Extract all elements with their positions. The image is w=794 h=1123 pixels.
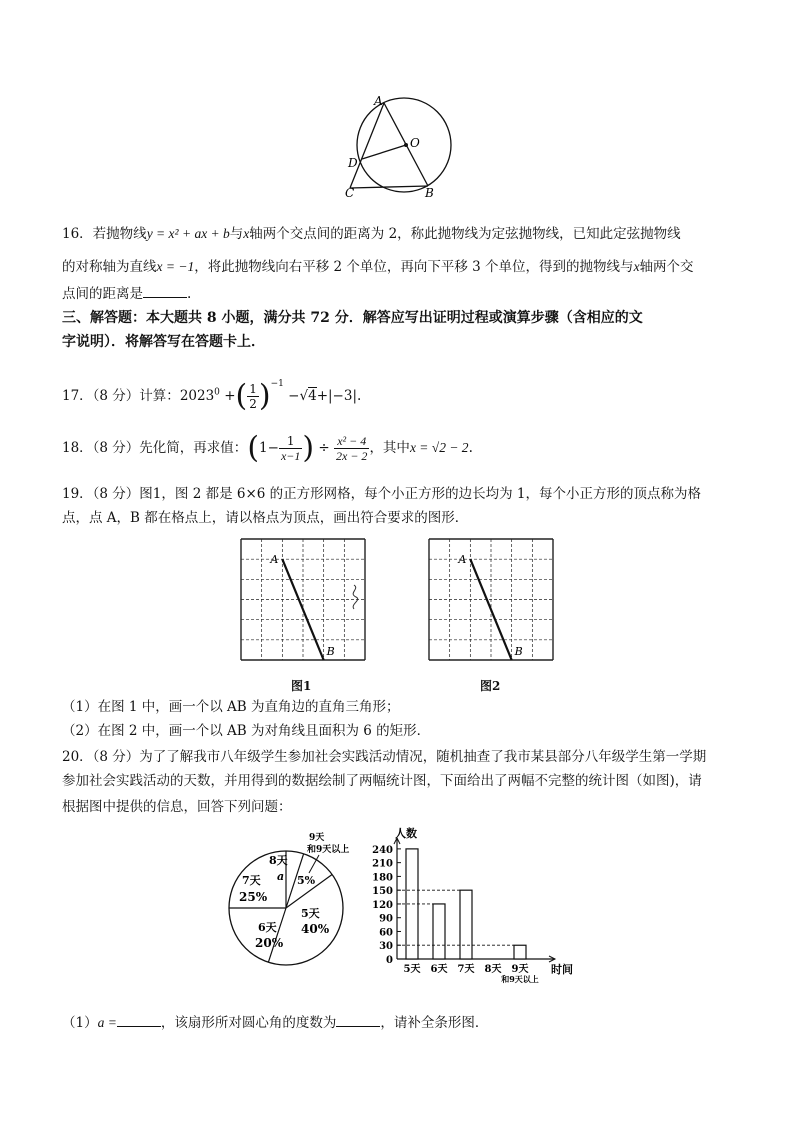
bar-chart — [355, 826, 590, 986]
q20-part1: （1）a = ，该扇形所对圆心角的度数为 ，请补全条形图． — [62, 1012, 488, 1033]
pie-slice-label: 5天 — [301, 907, 320, 920]
section3-line2: 字说明）．将解答写在答题卡上． — [62, 334, 265, 350]
pie-outside-label: 和9天以上 — [307, 845, 350, 855]
blank-a[interactable] — [117, 1012, 161, 1027]
label-b: B — [425, 186, 434, 200]
q16-line3: 点间的距离是 . — [62, 283, 191, 304]
point-a-label: A — [458, 553, 467, 567]
x-tick-label-2: 和9天以上 — [501, 974, 539, 984]
x-tick-label: 5天 — [403, 964, 421, 975]
grid-figure-2 — [426, 536, 556, 663]
answer-blank[interactable] — [143, 283, 187, 298]
y-tick-label: 180 — [372, 872, 393, 884]
q19-line2: 点，点 A，B 都在格点上，请以格点为顶点，画出符合要求的图形． — [62, 510, 469, 526]
fig2-caption: 图2 — [480, 679, 501, 693]
bar — [460, 890, 472, 959]
y-tick-label: 90 — [379, 913, 393, 925]
x-tick-label: 8天 — [484, 964, 502, 975]
pie-slice-value: 40% — [301, 922, 330, 936]
pie-slice-value: a — [277, 870, 285, 883]
q19-part1: （1）在图 1 中，画一个以 AB 为直角边的直角三角形； — [62, 699, 400, 715]
pie-chart — [215, 828, 355, 973]
bar — [433, 904, 445, 959]
q16-line2: 的对称轴为直线x = −1，将此抛物线向右平移 2 个单位，再向下平移 3 个单位，得到的抛物线与x轴两个交 — [62, 259, 694, 275]
y-tick-label: 0 — [386, 955, 393, 966]
label-a: A — [374, 95, 383, 108]
blank-angle[interactable] — [336, 1012, 380, 1027]
x-tick-label: 6天 — [430, 964, 448, 975]
pie-slice-label: 6天 — [258, 921, 277, 934]
q19-part2: （2）在图 2 中，画一个以 AB 为对角线且面积为 6 的矩形． — [62, 723, 431, 739]
x-tick-label: 9天 — [511, 964, 529, 975]
label-c: C — [345, 186, 355, 200]
pie-slice-value: 20% — [255, 936, 284, 950]
point-b-label: B — [326, 645, 335, 658]
y-tick-label: 30 — [379, 941, 393, 953]
pie-slice-label: 8天 — [269, 854, 288, 867]
pie-outside-label: 9天 — [309, 833, 325, 843]
y-tick-label: 240 — [372, 844, 393, 856]
q20-line1: 20．（8 分）为了了解我市八年级学生参加社会实践活动情况，随机抽查了我市某县部分八年级学生第一学期 — [62, 749, 707, 765]
y-tick-label: 210 — [372, 858, 393, 870]
sqrt-icon: √ — [299, 388, 309, 404]
y-tick-label: 120 — [372, 899, 393, 911]
q18: 18．（8 分）先化简，再求值：(1− $\frac{1}{x-1}$ ) ÷ $\frac{\text{x² − 4}}{2x - 2}$ ，其中x = √2 − 2. — [62, 430, 473, 466]
point-b-label: B — [514, 645, 523, 658]
q16-line1: 16．若抛物线y = x² + ax + b与x轴两个交点间的距离为 2，称此抛物线为定弦抛物线，已知此定弦抛物线 — [62, 226, 681, 242]
circle-figure — [340, 95, 465, 200]
pie-slice-label: 7天 — [242, 874, 261, 887]
q19-line1: 19．（8 分）图1，图 2 都是 6×6 的正方形网格，每个小正方形的边长均为 1，每个小正方形的顶点称为格 — [62, 486, 702, 502]
pie-slice-value: 5% — [297, 874, 316, 887]
section3-line1: 三、解答题：本大题共 8 小题，满分共 72 分．解答应写出证明过程或演算步骤（含相应的文 — [62, 310, 643, 326]
point-a-label: A — [270, 553, 279, 567]
y-tick-label: 150 — [372, 886, 393, 898]
x-tick-label: 7天 — [457, 964, 475, 975]
label-d: D — [348, 156, 358, 170]
y-tick-label: 60 — [379, 927, 393, 939]
q20-line3: 根据图中提供的信息，回答下列问题： — [62, 799, 292, 815]
q20-line2: 参加社会实践活动的天数，并用得到的数据绘制了两幅统计图，下面给出了两幅不完整的统计图（如图)，请 — [62, 773, 702, 789]
scribble-mark — [344, 583, 364, 613]
fraction: $\frac{1}{2}$ — [249, 382, 257, 411]
pie-slice-value: 25% — [239, 890, 268, 904]
q17: 17．（8 分）计算：2023$^0$ +( $\frac{1}{2}$ )$^{-1}$ −√4+|−3|. — [62, 378, 362, 414]
x-axis-label: 时间 — [551, 963, 573, 976]
bar — [514, 945, 526, 959]
fig1-caption: 图1 — [291, 679, 312, 693]
chart-title: 人数 — [395, 827, 417, 840]
label-o: O — [410, 136, 420, 150]
